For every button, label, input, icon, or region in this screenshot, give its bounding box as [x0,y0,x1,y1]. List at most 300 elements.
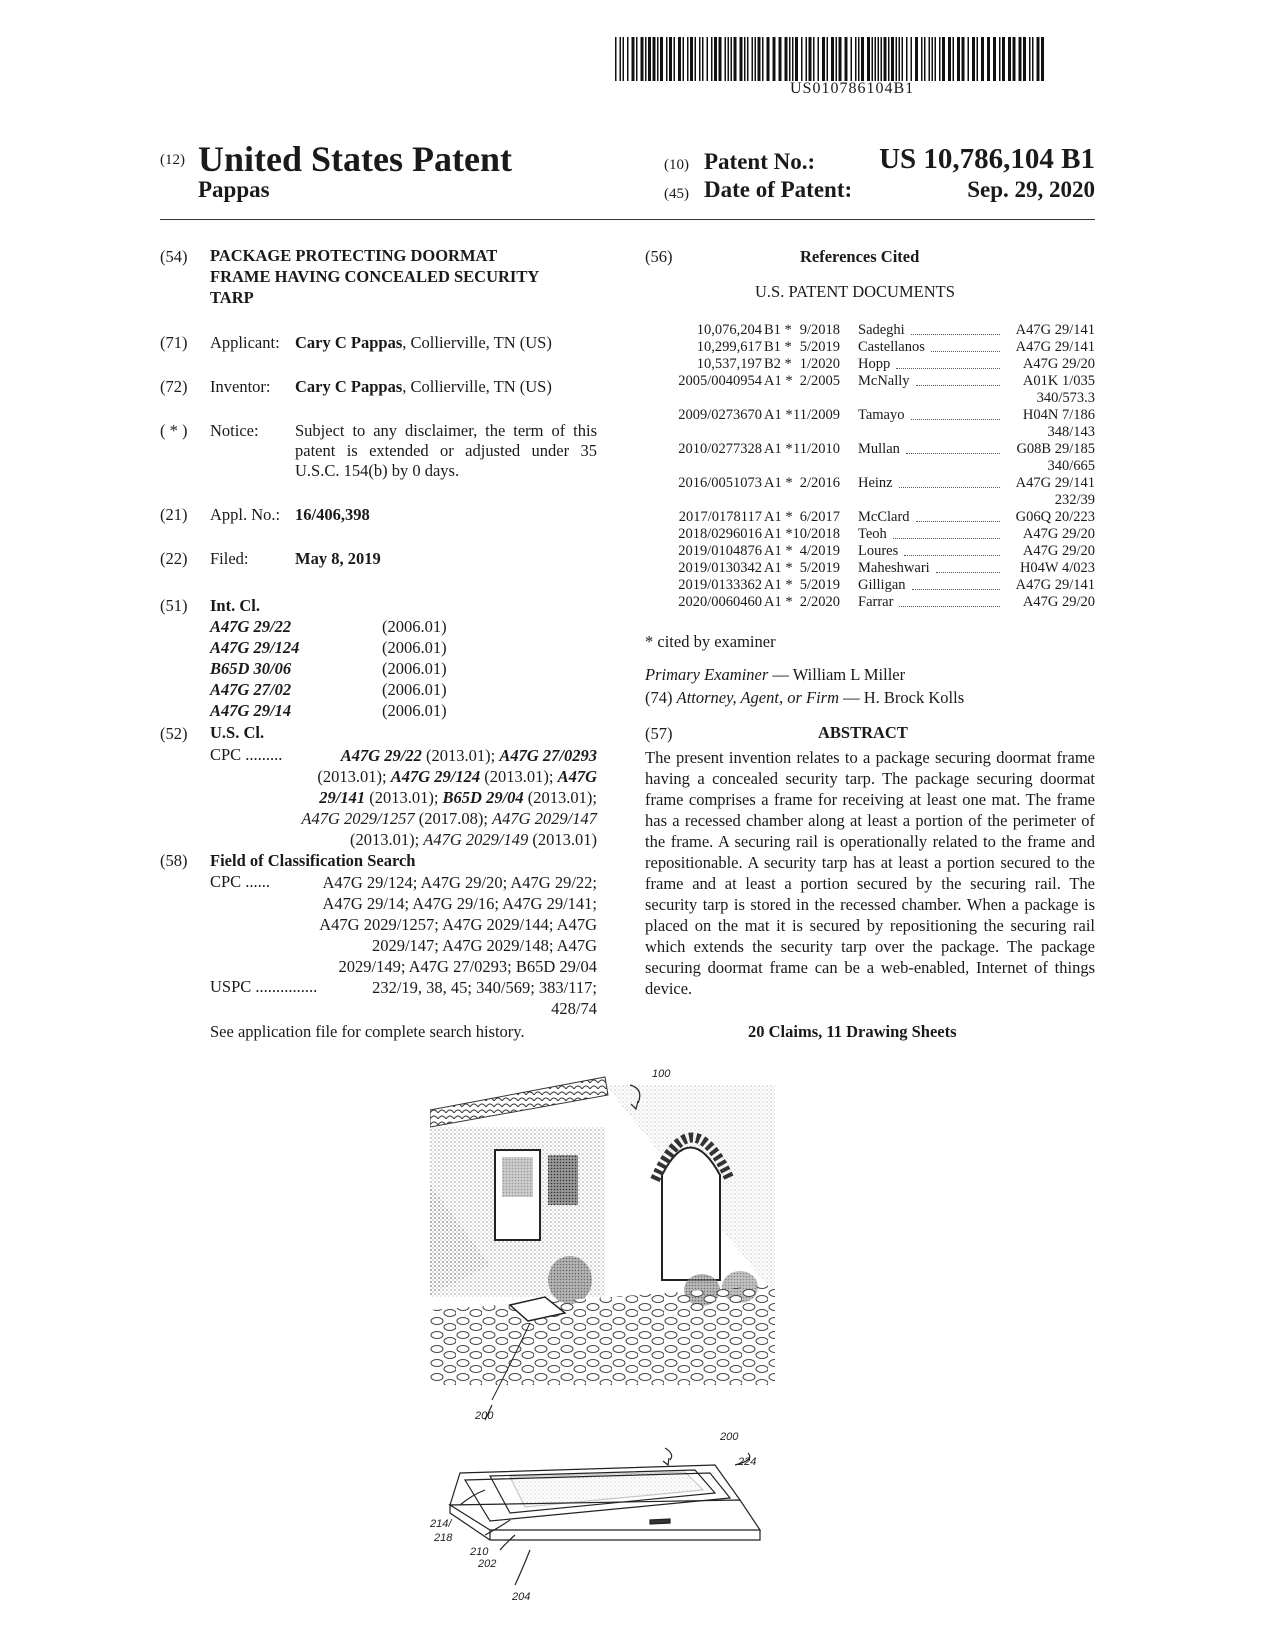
ref-224-label: 224 [738,1456,757,1468]
notice-text [295,421,597,481]
ref-218-label: 218 [434,1532,453,1544]
barcode-bar [711,37,713,81]
barcode-bar [714,37,717,81]
references-cited-title: References Cited [800,247,920,266]
reference-row [640,560,1095,577]
patent-no-label: Patent No.: [704,149,816,174]
reference-row [640,373,1095,390]
dot-leader [936,572,1000,573]
barcode-bar [740,37,743,81]
reference-kind: A1 * [764,441,793,457]
barcode-bar [1019,37,1022,81]
barcode-bar [767,37,770,81]
reference-continuation [640,424,1095,441]
barcode-bar [666,37,668,81]
intcl-version: (2006.01) [382,680,447,699]
barcode-bar [744,37,746,81]
title-code: (54) [160,247,188,266]
cpc-code: A47G 2029/1257 [301,809,415,828]
barcode-bar [929,37,931,81]
barcode-bar [687,37,689,81]
barcode-bar [615,37,617,81]
cited-by-examiner-note: * cited by examiner [645,632,776,651]
barcode-bar [1023,37,1026,81]
barcode-bar [773,37,776,81]
reference-classification: G06Q 20/223 [1013,509,1095,526]
barcode-bar [906,37,908,81]
inventor-location: , Collierville, TN (US) [402,377,552,396]
barcode-bar [902,37,904,81]
dot-leader [899,487,1000,488]
appl-label: Appl. No.: [210,505,281,524]
barcode-bar [899,37,901,81]
barcode-bar [627,37,629,81]
barcode-bar [968,37,970,81]
reference-classification: H04W 4/023 [1017,560,1095,577]
field-cpc-line: A47G 2029/1257; A47G 2029/144; A47G [319,915,597,934]
reference-date: 4/2019 [799,543,840,559]
barcode-bar [818,37,820,81]
reference-number: 2016/0051073 [678,475,762,491]
applicant-label: Applicant: [210,333,280,352]
filed-date: May 8, 2019 [295,549,381,568]
reference-date: 10/2018 [792,526,840,542]
barcode-bar [1037,37,1040,81]
barcode-bar [981,37,984,81]
barcode-bar [939,37,941,81]
reference-name: Teoh [858,526,887,542]
cpc-label: CPC ......... [210,745,283,764]
barcode-bar [942,37,945,81]
field-cpc-list [282,872,597,977]
cpc-version: (2013.01); [421,746,500,765]
barcode-bar [785,37,788,81]
barcode-bar [993,37,996,81]
field-label: Field of Classification Search [210,851,416,870]
barcode-bar [948,37,951,81]
reference-classification: A47G 29/20 [1020,543,1095,560]
barcode-bar [957,37,960,81]
barcode-bar [915,37,918,81]
cpc-code: A47G 29/124 [390,767,481,786]
cpc-code: A47G 27/0293 [499,746,597,765]
uspc-label: USPC ............... [210,977,318,996]
header-rule [160,219,1095,220]
barcode-bar [867,37,870,81]
barcode-bar [872,37,874,81]
notice-line: Subject to any disclaimer, the term of this [295,421,597,440]
abstract-title: ABSTRACT [818,723,908,742]
barcode-bar [911,37,913,81]
barcode-bar [789,37,791,81]
filed-label: Filed: [210,549,249,568]
applicant-code: (71) [160,333,188,352]
uspc-list [340,977,597,1019]
attorney-name: — H. Brock Kolls [839,688,965,707]
attorney [645,688,964,708]
dot-leader [899,606,1000,607]
uspc-line: 428/74 [551,999,597,1018]
reference-row [640,509,1095,526]
field-cpc-label: CPC ...... [210,872,271,891]
barcode-bar [690,37,693,81]
barcode-bar [977,37,979,81]
inventor-code: (72) [160,377,188,396]
intcl-label: Int. Cl. [210,596,260,615]
patent-number: US 10,786,104 B1 [879,143,1095,175]
reference-kind: B2 * [764,356,792,372]
barcode-bar [747,37,749,81]
barcode-bar [779,37,782,81]
inventor-name: Cary C Pappas [295,377,403,396]
barcode-bar [875,37,877,81]
inventor [295,377,552,397]
cpc-version: (2017.08); [414,809,493,828]
reference-number: 2019/0130342 [678,560,762,576]
claims-summary: 20 Claims, 11 Drawing Sheets [748,1022,957,1041]
reference-date: 9/2018 [799,322,840,338]
barcode-bar [953,37,955,81]
barcode-bar [822,37,825,81]
cpc-version: (2013.01); [349,830,424,849]
patent-no-code: (10) [664,157,689,173]
reference-number: 2017/0178117 [678,509,762,525]
cpc-code: A47G 29/22 [340,746,422,765]
barcode-bar [801,37,803,81]
search-history-note: See application file for complete search history. [210,1022,525,1041]
reference-row [640,594,1095,611]
dot-leader [904,555,1000,556]
uspc-line: 232/19, 38, 45; 340/569; 383/117; [372,978,597,997]
reference-classification: A01K 1/035 [1020,373,1095,390]
barcode-bar [1032,37,1034,81]
ref-204-label: 204 [512,1591,531,1603]
house-scene-illustration [430,1065,775,1590]
barcode-bar [932,37,934,81]
refs-code: (56) [645,247,673,266]
barcode-bar [669,37,672,81]
barcode-bar [1008,37,1011,81]
barcode-bar [806,37,808,81]
us-patent-documents-heading: U.S. PATENT DOCUMENTS [755,282,955,301]
reference-row [640,577,1095,594]
notice-code: ( * ) [160,421,188,440]
ref-100-label: 100 [652,1068,671,1080]
applicant-location: , Collierville, TN (US) [402,333,552,352]
reference-number: 2005/0040954 [678,373,762,389]
barcode-bar [762,37,764,81]
reference-kind: B1 * [764,339,792,355]
dot-leader [906,453,1000,454]
dot-leader [916,385,1000,386]
reference-secondary-class: 340/665 [1047,458,1095,474]
intcl-classification: A47G 29/124 [210,638,300,657]
application-number: 16/406,398 [295,505,370,524]
barcode-bar [839,37,842,81]
reference-date: 1/2020 [799,356,840,372]
reference-date: 2/2016 [799,475,840,491]
barcode-bar [858,37,860,81]
barcode-bar [861,37,864,81]
reference-classification: H04N 7/186 [1020,407,1095,424]
reference-date: 2/2020 [799,594,840,610]
reference-classification: A47G 29/141 [1013,475,1095,492]
barcode-bar [623,37,625,81]
examiner-label: Primary Examiner [645,665,769,684]
barcode-bar [795,37,798,81]
reference-kind: A1 * [764,373,793,389]
cpc-version: (2013.01); [317,767,391,786]
ref-200-label: 200 [720,1431,739,1443]
intcl-classification: A47G 29/22 [210,617,292,636]
notice-label: Notice: [210,421,259,440]
attorney-label: Attorney, Agent, or Firm [676,688,840,707]
barcode-bar [636,37,638,81]
reference-number: 2019/0133362 [678,577,762,593]
reference-classification: A47G 29/141 [1013,339,1095,356]
date-code: (45) [664,186,689,202]
reference-number: 10,537,197 [696,356,762,372]
reference-row [640,543,1095,560]
reference-kind: B1 * [764,322,792,338]
inventor-label: Inventor: [210,377,271,396]
ref-202-label: 202 [478,1558,497,1570]
reference-kind: A1 * [764,526,793,542]
dot-leader [893,538,1000,539]
reference-kind: A1 * [764,577,793,593]
reference-name: Heinz [858,475,893,491]
invention-title [210,245,539,308]
primary-examiner [645,665,905,685]
reference-date: 6/2017 [799,509,840,525]
appl-code: (21) [160,505,188,524]
dot-leader [896,368,1000,369]
reference-secondary-class: 340/573.3 [1036,390,1095,406]
barcode-bar [632,37,635,81]
barcode-bar [845,37,848,81]
barcode-bar [792,37,794,81]
reference-date: 11/2010 [793,441,840,457]
inventor-surname: Pappas [198,177,270,202]
reference-number: 2010/0277328 [678,441,762,457]
reference-kind: A1 * [764,475,793,491]
barcode-bar [731,37,733,81]
reference-classification: G08B 29/185 [1013,441,1095,458]
barcode-bar [758,37,761,81]
barcode-bar [657,37,659,81]
barcode-bar [884,37,887,81]
field-cpc-line: 2029/147; A47G 2029/148; A47G [371,936,597,955]
patent-drawing [430,1065,900,1610]
reference-name: Hopp [858,356,891,372]
date-of-patent-label: Date of Patent: [704,177,853,202]
reference-kind: A1 * [764,509,793,525]
cpc-version: (2013.01); [480,767,558,786]
field-cpc-line: A47G 29/124; A47G 29/20; A47G 29/22; [322,873,597,892]
intcl-version: (2006.01) [382,701,447,720]
cpc-version: (2013.01); [523,788,597,807]
barcode [615,37,1045,81]
barcode-bar [891,37,894,81]
reference-name: Farrar [858,594,894,610]
title-line: PACKAGE PROTECTING DOORMAT [210,246,498,265]
document-type: United States Patent [198,139,512,179]
reference-number: 10,076,204 [696,322,762,338]
reference-row [640,407,1095,424]
barcode-bar [752,37,754,81]
barcode-bar [1029,37,1031,81]
barcode-bar [987,37,990,81]
reference-date: 5/2019 [799,339,840,355]
intcl-code: (51) [160,596,188,615]
dot-leader [931,351,1000,352]
barcode-bar [645,37,647,81]
applicant-name: Cary C Pappas [295,333,403,352]
barcode-bar [1002,37,1005,81]
barcode-bar [699,37,701,81]
barcode-bar [831,37,834,81]
intcl-classification: B65D 30/06 [210,659,292,678]
barcode-bar [674,37,676,81]
doormat-frame-illustration [450,1405,760,1585]
reference-date: 5/2019 [799,577,840,593]
barcode-bar [719,37,722,81]
reference-row [640,441,1095,458]
intcl-classification: A47G 29/14 [210,701,292,720]
reference-row [640,356,1095,373]
barcode-bar [962,37,965,81]
reference-row [640,475,1095,492]
intcl-version: (2006.01) [382,638,447,657]
intcl-version: (2006.01) [382,617,447,636]
uscl-code: (52) [160,724,188,743]
reference-secondary-class: 232/39 [1054,492,1095,508]
reference-classification: A47G 29/20 [1020,526,1095,543]
reference-name: Castellanos [858,339,925,355]
reference-kind: A1 * [764,594,793,610]
abstract-code: (57) [645,724,673,743]
ref-200-label: 200 [475,1410,494,1422]
reference-name: Gilligan [858,577,906,593]
cpc-classifications [262,745,597,850]
barcode-bar [1013,37,1016,81]
barcode-bar [755,37,757,81]
reference-number: 2019/0104876 [678,543,762,559]
dot-leader [916,521,1000,522]
barcode-bar [855,37,857,81]
field-code: (58) [160,851,188,870]
barcode-bar [1041,37,1044,81]
barcode-bar [851,37,853,81]
reference-date: 5/2019 [799,560,840,576]
cpc-code: B65D 29/04 [442,788,524,807]
applicant [295,333,552,353]
barcode-bar [999,37,1001,81]
reference-classification: A47G 29/141 [1013,577,1095,594]
ref-214-label: 214/ [430,1518,452,1530]
examiner-name: — William L Miller [768,665,906,684]
reference-number: 2020/0060460 [678,594,762,610]
cpc-code: A47G 2029/149 [423,830,529,849]
barcode-bar [888,37,890,81]
reference-classification: A47G 29/141 [1013,322,1095,339]
abstract-text: The present invention relates to a package securing doormat frame having a concealed security tarp. The package securing doormat frame comprises a frame for receiving at least one mat. The frame has a recessed chamber along at least a portion of the perimeter of the frame. A securing rail is operationally related to the frame and repositionable. A security tarp has at least a portion secured to the frame and at least a portion secured by the securing rail. The security tarp is stored in the recessed chamber. When a package is placed on the mat it is secured by repositioning the securing rail which extends the security tarp over the package. The package securing doormat frame can be a web-enabled, Internet of things device. [645,748,1095,998]
barcode-bar [648,37,651,81]
barcode-bar [660,37,663,81]
dot-leader [911,334,1000,335]
reference-name: Loures [858,543,899,559]
barcode-bar [725,37,727,81]
barcode-bar [924,37,926,81]
cpc-version: (2013.01) [528,830,597,849]
publication-number: US010786104B1 [790,80,915,97]
barcode-bar [878,37,880,81]
reference-classification: A47G 29/20 [1020,356,1095,373]
dot-leader [911,419,1000,420]
intcl-classification: A47G 27/02 [210,680,292,699]
barcode-bar [678,37,681,81]
barcode-bar [620,37,622,81]
reference-name: Tamayo [858,407,905,423]
title-line: FRAME HAVING CONCEALED SECURITY [210,267,540,286]
reference-kind: A1 * [764,407,793,423]
barcode-bar [641,37,644,81]
reference-continuation [640,458,1095,475]
cpc-code: A47G 2029/147 [492,809,597,828]
uscl-label: U.S. Cl. [210,723,265,742]
filed-code: (22) [160,549,188,568]
barcode-bar [935,37,937,81]
reference-date: 2/2005 [799,373,840,389]
barcode-bar [734,37,737,81]
ref-210-label: 210 [470,1546,489,1558]
notice-line: U.S.C. 154(b) by 0 days. [295,461,460,480]
reference-name: Mullan [858,441,900,457]
reference-row [640,526,1095,543]
barcode-bar [896,37,898,81]
cpc-version: (2013.01); [365,788,443,807]
field-cpc-line: A47G 29/14; A47G 29/16; A47G 29/141; [322,894,597,913]
notice-line: patent is extended or adjusted under 35 [295,441,597,460]
barcode-bar [809,37,812,81]
barcode-bar [702,37,704,81]
barcode-bar [728,37,730,81]
title-line: TARP [210,288,254,307]
intcl-version: (2006.01) [382,659,447,678]
attorney-code: (74) [645,688,673,707]
barcode-bar [881,37,883,81]
reference-row [640,322,1095,339]
reference-name: Maheshwari [858,560,930,576]
cpc-code: 29/141 [319,788,366,807]
barcode-bar [707,37,709,81]
reference-kind: A1 * [764,543,793,559]
kind-code-label: (12) [160,152,185,168]
barcode-bar [683,37,685,81]
cpc-code: A47G [557,767,597,786]
barcode-bar [827,37,829,81]
reference-name: Sadeghi [858,322,905,338]
reference-name: McClard [858,509,910,525]
barcode-bar [972,37,975,81]
date-of-patent: Sep. 29, 2020 [967,177,1095,202]
reference-row [640,339,1095,356]
dot-leader [912,589,1000,590]
barcode-bar [653,37,656,81]
reference-name: McNally [858,373,910,389]
reference-continuation [640,390,1095,407]
reference-number: 10,299,617 [696,339,762,355]
